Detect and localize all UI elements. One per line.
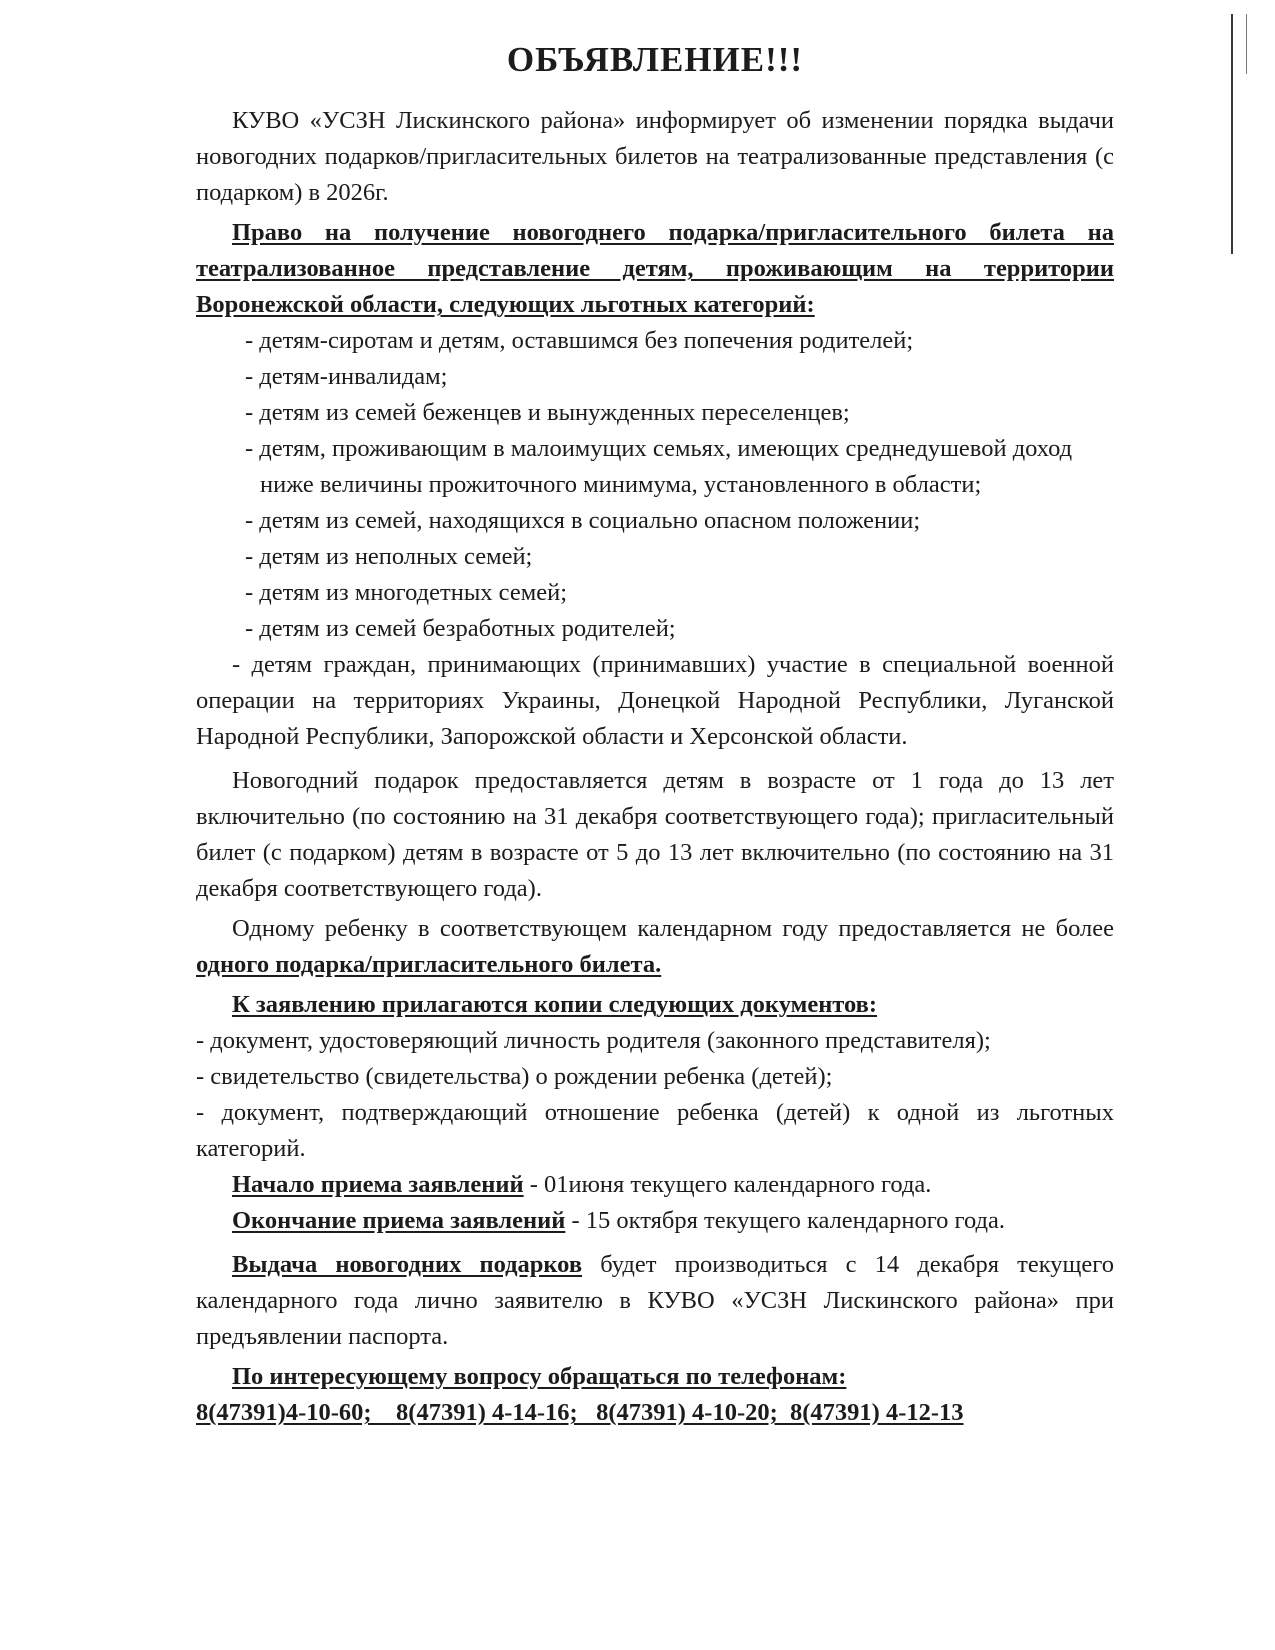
category-item: - детям, проживающим в малоимущих семьях, имеющих среднедушевой доход ниже величины прожиточного минимума, установленного в области; bbox=[245, 435, 1073, 498]
announcement-document bbox=[196, 30, 1114, 1431]
category-item: - детям из неполных семей; bbox=[245, 543, 533, 570]
category-item: - детям из семей, находящихся в социально опасном положении; bbox=[245, 507, 921, 534]
category-item: - детям-сиротам и детям, оставшимся без попечения родителей; bbox=[245, 327, 914, 354]
documents-list bbox=[196, 1023, 1114, 1167]
end-text: - 15 октября текущего календарного года. bbox=[565, 1207, 1005, 1234]
start-label: Начало приема заявлений bbox=[232, 1171, 524, 1198]
age-paragraph: Новогодний подарок предоставляется детям в возрасте от 1 года до 13 лет включительно (по состоянию на 31 декабря соответствующего года); пригласительный билет (с подарком) детям в возрасте от 5 до 13 лет включительно (по состоянию на 31 декабря соответствующего года). bbox=[196, 767, 1114, 902]
svo-category-item: - детям граждан, принимающих (принимавших) участие в специальной военной операции на территориях Украины, Донецкой Народной Республики, Луганской Народной Республики, Запорожской области и Херсонской области. bbox=[196, 651, 1114, 750]
documents-heading: К заявлению прилагаются копии следующих документов: bbox=[232, 991, 878, 1018]
phone-numbers: 8(47391)4-10-60; 8(47391) 4-14-16; 8(47391) 4-10-20; 8(47391) 4-12-13 bbox=[196, 1399, 964, 1426]
issue-text: будет производиться с 14 декабря текущего календарного года лично заявителю в КУВО «УСЗН Лискинского района» при предъявлении паспорта. bbox=[196, 1251, 1114, 1350]
contact-heading: По интересующему вопросу обращаться по телефонам: bbox=[232, 1363, 847, 1390]
category-item: - детям из многодетных семей; bbox=[245, 579, 568, 606]
start-date-paragraph bbox=[196, 1167, 1114, 1203]
limit-paragraph bbox=[196, 911, 1114, 983]
document-item: - документ, подтверждающий отношение ребенка (детей) к одной из льготных категорий. bbox=[196, 1099, 1114, 1162]
start-text: - 01июня текущего календарного года. bbox=[523, 1171, 932, 1198]
scan-border-line bbox=[1231, 14, 1233, 254]
eligibility-heading: Право на получение новогоднего подарка/пригласительного билета на театрализованное представление детям, проживающим на территории Воронежской области, следующих льготных категорий: bbox=[196, 219, 1114, 318]
document-item: - свидетельство (свидетельства) о рождении ребенка (детей); bbox=[196, 1063, 833, 1090]
issue-paragraph bbox=[196, 1247, 1114, 1355]
categories-list bbox=[196, 323, 1114, 647]
scan-border-line-secondary bbox=[1246, 14, 1247, 74]
end-label: Окончание приема заявлений bbox=[232, 1207, 566, 1234]
category-item: - детям из семей беженцев и вынужденных переселенцев; bbox=[245, 399, 850, 426]
document-item: - документ, удостоверяющий личность родителя (законного представителя); bbox=[196, 1027, 991, 1054]
end-date-paragraph bbox=[196, 1203, 1114, 1239]
intro-paragraph: КУВО «УСЗН Лискинского района» информирует об изменении порядка выдачи новогодних подарков/пригласительных билетов на театрализованные представления (с подарком) в 2026г. bbox=[196, 107, 1114, 206]
category-item: - детям-инвалидам; bbox=[245, 363, 448, 390]
limit-emphasis: одного подарка/пригласительного билета. bbox=[196, 951, 662, 978]
category-item: - детям из семей безработных родителей; bbox=[245, 615, 676, 642]
issue-label: Выдача новогодних подарков bbox=[232, 1251, 583, 1278]
limit-text: Одному ребенку в соответствующем календарном году предоставляется не более bbox=[232, 915, 1114, 942]
page-title: ОБЪЯВЛЕНИЕ!!! bbox=[506, 40, 804, 79]
